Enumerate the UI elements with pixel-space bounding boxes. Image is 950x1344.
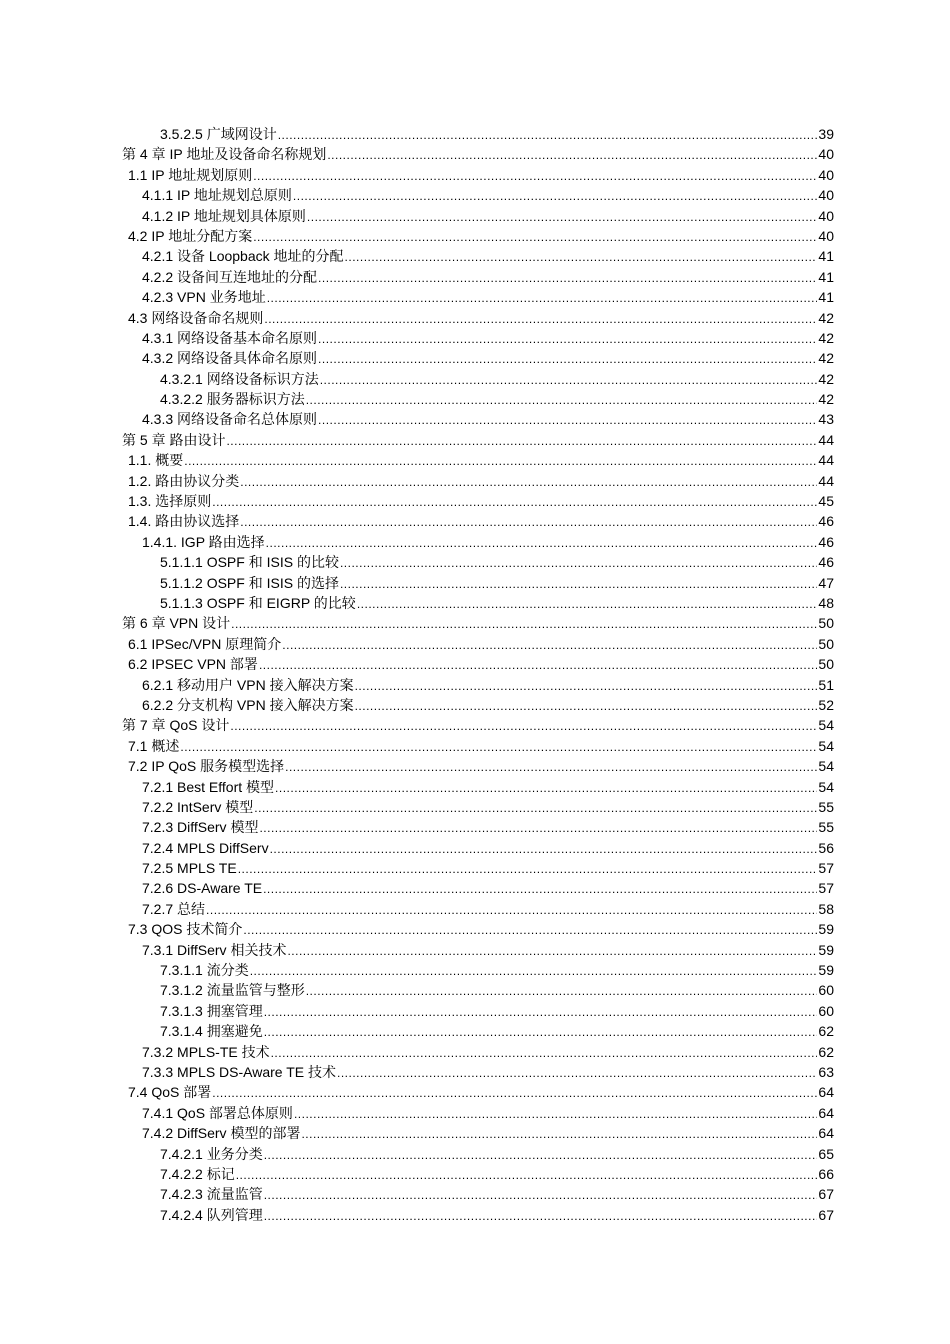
toc-entry[interactable] — [128, 511, 834, 531]
toc-entry[interactable] — [160, 960, 834, 980]
toc-entry[interactable] — [160, 593, 834, 613]
toc-entry-title: 6.2.2 分支机构 VPN 接入解决方案 — [142, 696, 354, 713]
toc-entry-page-number: 59 — [818, 921, 834, 938]
toc-entry-title: 6.2.1 移动用户 VPN 接入解决方案 — [142, 676, 354, 693]
toc-entry-page-number: 59 — [818, 962, 834, 979]
toc-entry-title: 4.1.1 IP 地址规划总原则 — [142, 187, 292, 204]
toc-entry[interactable] — [142, 858, 834, 878]
toc-entry[interactable] — [160, 1184, 834, 1204]
toc-entry[interactable] — [142, 348, 834, 368]
toc-dot-leader — [264, 1145, 818, 1165]
toc-dot-leader — [294, 1104, 817, 1124]
toc-entry-title: 4.3.1 网络设备基本命名原则 — [142, 329, 318, 346]
toc-entry[interactable] — [142, 695, 834, 715]
toc-entry[interactable] — [128, 654, 834, 674]
toc-entry-title: 5.1.1.3 OSPF 和 EIGRP 的比较 — [160, 594, 356, 611]
toc-entry-page-number: 54 — [818, 778, 834, 795]
toc-entry-page-number: 65 — [818, 1145, 834, 1162]
toc-dot-leader — [264, 1002, 818, 1022]
toc-dot-leader — [259, 655, 817, 675]
toc-entry-page-number: 51 — [818, 676, 834, 693]
toc-entry-page-number: 64 — [818, 1104, 834, 1121]
toc-dot-leader — [264, 309, 817, 329]
toc-dot-leader — [318, 329, 817, 349]
toc-entry-page-number: 50 — [818, 656, 834, 673]
toc-entry[interactable] — [142, 246, 834, 266]
toc-entry[interactable] — [142, 817, 834, 837]
toc-entry-page-number: 57 — [818, 880, 834, 897]
toc-entry-page-number: 46 — [818, 554, 834, 571]
toc-entry-page-number: 42 — [818, 350, 834, 367]
toc-entry-title: 4.3.2.2 服务器标识方法 — [160, 391, 305, 408]
toc-entry-title: 7.2.3 DiffServ 模型 — [142, 819, 259, 836]
toc-entry-title: 7.2.5 MPLS TE — [142, 860, 237, 877]
toc-entry-title: 第 6 章 VPN 设计 — [122, 615, 231, 632]
toc-entry[interactable] — [142, 777, 834, 797]
toc-dot-leader — [337, 1063, 817, 1083]
toc-entry-page-number: 42 — [818, 329, 834, 346]
toc-entry-page-number: 41 — [818, 248, 834, 265]
toc-entry-page-number: 56 — [818, 839, 834, 856]
toc-entry-title: 第 4 章 IP 地址及设备命名称规划 — [122, 146, 327, 163]
toc-entry-title: 7.3.3 MPLS DS-Aware TE 技术 — [142, 1063, 336, 1080]
toc-entry-page-number: 41 — [818, 268, 834, 285]
toc-entry-page-number: 42 — [818, 309, 834, 326]
toc-dot-leader — [180, 737, 817, 757]
toc-dot-leader — [250, 961, 818, 981]
toc-entry[interactable] — [142, 1042, 834, 1062]
toc-entry[interactable] — [160, 389, 834, 409]
toc-entry[interactable] — [142, 1103, 834, 1123]
toc-dot-leader — [254, 798, 817, 818]
toc-dot-leader — [253, 166, 817, 186]
toc-dot-leader — [238, 859, 818, 879]
toc-entry[interactable] — [160, 369, 834, 389]
toc-dot-leader — [278, 125, 818, 145]
toc-entry[interactable] — [160, 573, 834, 593]
toc-entry-title: 7.3 QOS 技术简介 — [128, 921, 243, 938]
toc-entry-title: 1.4.1. IGP 路由选择 — [142, 533, 265, 550]
toc-entry[interactable] — [160, 552, 834, 572]
toc-entry[interactable] — [142, 532, 834, 552]
toc-entry-page-number: 54 — [818, 717, 834, 734]
toc-entry-page-number: 62 — [818, 1043, 834, 1060]
toc-dot-leader — [306, 981, 818, 1001]
toc-entry-title: 4.2.3 VPN 业务地址 — [142, 289, 266, 306]
toc-dot-leader — [264, 1206, 818, 1226]
toc-dot-leader — [340, 574, 817, 594]
toc-entry-page-number: 59 — [818, 941, 834, 958]
toc-entry-page-number: 44 — [818, 472, 834, 489]
toc-entry-title: 1.4. 路由协议选择 — [128, 513, 240, 530]
toc-entry-page-number: 60 — [818, 1002, 834, 1019]
toc-entry[interactable] — [128, 736, 834, 756]
toc-entry[interactable] — [128, 919, 834, 939]
toc-entry-page-number: 47 — [818, 574, 834, 591]
toc-entry[interactable] — [160, 1144, 834, 1164]
toc-entry-page-number: 40 — [818, 207, 834, 224]
toc-entry-title: 7.4.2 DiffServ 模型的部署 — [142, 1125, 301, 1142]
toc-entry[interactable] — [142, 899, 834, 919]
toc-entry-page-number: 39 — [818, 126, 834, 142]
toc-entry-title: 1.3. 选择原则 — [128, 493, 212, 510]
toc-dot-leader — [259, 818, 817, 838]
toc-dot-leader — [318, 410, 817, 430]
toc-entry-title: 7.3.1.4 拥塞避免 — [160, 1023, 263, 1040]
toc-dot-leader — [306, 390, 818, 410]
toc-dot-leader — [206, 900, 817, 920]
toc-entry[interactable] — [142, 1062, 834, 1082]
toc-entry-page-number: 55 — [818, 798, 834, 815]
toc-entry-title: 7.3.1.3 拥塞管理 — [160, 1002, 263, 1019]
toc-entry-page-number: 63 — [818, 1063, 834, 1080]
toc-entry[interactable] — [122, 715, 834, 735]
toc-entry-page-number: 45 — [818, 493, 834, 510]
toc-entry[interactable] — [142, 1123, 834, 1143]
toc-entry[interactable] — [122, 144, 834, 164]
toc-entry-page-number: 54 — [818, 758, 834, 775]
toc-entry-title: 7.2 IP QoS 服务模型选择 — [128, 758, 285, 775]
toc-dot-leader — [243, 920, 817, 940]
toc-entry-page-number: 41 — [818, 289, 834, 306]
toc-entry-title: 7.4.2.3 流量监管 — [160, 1186, 263, 1203]
toc-entry-title: 7.4.2.1 业务分类 — [160, 1145, 263, 1162]
toc-entry-page-number: 44 — [818, 452, 834, 469]
toc-entry[interactable] — [160, 124, 834, 144]
toc-entry[interactable] — [128, 226, 834, 246]
toc-entry[interactable] — [142, 675, 834, 695]
toc-entry-title: 4.2.1 设备 Loopback 地址的分配 — [142, 248, 344, 265]
toc-entry-page-number: 62 — [818, 1023, 834, 1040]
toc-dot-leader — [236, 1165, 818, 1185]
toc-entry-title: 7.2.4 MPLS DiffServ — [142, 839, 269, 856]
toc-entry-title: 4.2.2 设备间互连地址的分配 — [142, 268, 318, 285]
toc-entry[interactable] — [142, 185, 834, 205]
toc-entry-page-number: 67 — [818, 1186, 834, 1203]
toc-dot-leader — [263, 879, 817, 899]
toc-entry[interactable] — [128, 471, 834, 491]
toc-dot-leader — [184, 451, 817, 471]
toc-entry[interactable] — [142, 838, 834, 858]
toc-entry-title: 7.2.6 DS-Aware TE — [142, 880, 263, 897]
toc-entry-page-number: 40 — [818, 166, 834, 183]
toc-entry-page-number: 57 — [818, 860, 834, 877]
toc-dot-leader — [355, 676, 818, 696]
table-of-contents — [0, 124, 950, 1225]
toc-entry-page-number: 44 — [818, 431, 834, 448]
toc-entry[interactable] — [128, 491, 834, 511]
toc-entry-page-number: 64 — [818, 1125, 834, 1142]
toc-entry-page-number: 40 — [818, 187, 834, 204]
toc-entry-title: 1.1. 概要 — [128, 452, 184, 469]
toc-entry-title: 第 7 章 QoS 设计 — [122, 717, 230, 734]
toc-dot-leader — [264, 1185, 818, 1205]
toc-entry[interactable] — [128, 308, 834, 328]
toc-entry[interactable] — [122, 430, 834, 450]
toc-entry-page-number: 48 — [818, 594, 834, 611]
toc-entry[interactable] — [142, 797, 834, 817]
toc-entry-title: 1.1 IP 地址规划原则 — [128, 166, 253, 183]
toc-dot-leader — [264, 1022, 818, 1042]
toc-dot-leader — [285, 757, 817, 777]
toc-entry[interactable] — [142, 328, 834, 348]
toc-dot-leader — [287, 941, 817, 961]
toc-entry[interactable] — [160, 1021, 834, 1041]
toc-dot-leader — [267, 288, 818, 308]
toc-entry[interactable] — [160, 1164, 834, 1184]
toc-entry-page-number: 42 — [818, 391, 834, 408]
toc-entry-title: 7.4 QoS 部署 — [128, 1084, 212, 1101]
toc-entry-title: 5.1.1.1 OSPF 和 ISIS 的比较 — [160, 554, 339, 571]
toc-entry-page-number: 67 — [818, 1206, 834, 1223]
toc-entry-title: 4.3.2.1 网络设备标识方法 — [160, 370, 319, 387]
toc-entry-page-number: 55 — [818, 819, 834, 836]
toc-entry-title: 7.3.2 MPLS-TE 技术 — [142, 1043, 270, 1060]
toc-entry-page-number: 46 — [818, 513, 834, 530]
toc-entry-title: 7.3.1 DiffServ 相关技术 — [142, 941, 287, 958]
toc-entry-title: 6.2 IPSEC VPN 部署 — [128, 656, 258, 673]
toc-entry-title: 3.5.2.5 广域网设计 — [160, 126, 277, 142]
toc-entry[interactable] — [128, 165, 834, 185]
toc-entry-page-number: 60 — [818, 982, 834, 999]
toc-dot-leader — [355, 696, 818, 716]
toc-dot-leader — [293, 186, 818, 206]
toc-entry[interactable] — [128, 634, 834, 654]
toc-entry-page-number: 40 — [818, 227, 834, 244]
toc-entry-title: 6.1 IPSec/VPN 原理简介 — [128, 635, 282, 652]
toc-entry-page-number: 66 — [818, 1165, 834, 1182]
toc-entry-title: 7.3.1.2 流量监管与整形 — [160, 982, 305, 999]
toc-entry[interactable] — [160, 1205, 834, 1225]
toc-entry-title: 5.1.1.2 OSPF 和 ISIS 的选择 — [160, 574, 339, 591]
toc-dot-leader — [357, 594, 818, 614]
toc-entry-title: 4.3.2 网络设备具体命名原则 — [142, 350, 318, 367]
toc-entry-page-number: 42 — [818, 370, 834, 387]
toc-entry-title: 7.3.1.1 流分类 — [160, 962, 249, 979]
toc-entry[interactable] — [142, 206, 834, 226]
toc-dot-leader — [266, 533, 818, 553]
toc-dot-leader — [318, 349, 817, 369]
toc-dot-leader — [282, 635, 817, 655]
toc-dot-leader — [270, 839, 818, 859]
toc-entry-title: 4.3 网络设备命名规则 — [128, 309, 264, 326]
toc-dot-leader — [212, 1083, 817, 1103]
toc-dot-leader — [226, 431, 817, 451]
toc-entry-title: 7.4.1 QoS 部署总体原则 — [142, 1104, 293, 1121]
toc-entry-title: 7.2.2 IntServ 模型 — [142, 798, 254, 815]
toc-dot-leader — [253, 227, 817, 247]
toc-entry[interactable] — [122, 613, 834, 633]
toc-entry-title: 4.1.2 IP 地址规划具体原则 — [142, 207, 306, 224]
toc-dot-leader — [340, 553, 817, 573]
toc-dot-leader — [301, 1124, 817, 1144]
toc-dot-leader — [240, 472, 817, 492]
toc-entry-page-number: 40 — [818, 146, 834, 163]
toc-entry-page-number: 64 — [818, 1084, 834, 1101]
toc-entry[interactable] — [160, 1001, 834, 1021]
toc-dot-leader — [212, 492, 817, 512]
toc-dot-leader — [345, 247, 818, 267]
toc-entry-title: 7.2.7 总结 — [142, 900, 206, 917]
toc-entry-page-number: 54 — [818, 737, 834, 754]
toc-entry-title: 第 5 章 路由设计 — [122, 431, 226, 448]
toc-entry-page-number: 58 — [818, 900, 834, 917]
toc-entry[interactable] — [128, 450, 834, 470]
toc-entry[interactable] — [160, 980, 834, 1000]
toc-entry[interactable] — [142, 878, 834, 898]
toc-entry-title: 7.1 概述 — [128, 737, 180, 754]
toc-entry-page-number: 52 — [818, 696, 834, 713]
toc-entry-page-number: 43 — [818, 411, 834, 428]
toc-dot-leader — [240, 512, 817, 532]
toc-entry-page-number: 50 — [818, 615, 834, 632]
toc-entry-title: 7.2.1 Best Effort 模型 — [142, 778, 275, 795]
toc-dot-leader — [327, 145, 817, 165]
toc-entry[interactable] — [142, 409, 834, 429]
toc-entry-title: 1.2. 路由协议分类 — [128, 472, 240, 489]
toc-dot-leader — [320, 370, 818, 390]
toc-dot-leader — [318, 268, 817, 288]
toc-entry-title: 7.4.2.4 队列管理 — [160, 1206, 263, 1223]
toc-entry-title: 4.3.3 网络设备命名总体原则 — [142, 411, 318, 428]
toc-entry-page-number: 50 — [818, 635, 834, 652]
toc-dot-leader — [275, 778, 817, 798]
toc-dot-leader — [307, 207, 818, 227]
toc-entry[interactable] — [142, 940, 834, 960]
toc-entry[interactable] — [128, 756, 834, 776]
toc-entry[interactable] — [142, 287, 834, 307]
toc-entry-title: 7.4.2.2 标记 — [160, 1165, 235, 1182]
toc-entry[interactable] — [128, 1082, 834, 1102]
toc-dot-leader — [271, 1043, 818, 1063]
toc-dot-leader — [230, 716, 817, 736]
toc-entry-title: 4.2 IP 地址分配方案 — [128, 227, 253, 244]
toc-entry-page-number: 46 — [818, 533, 834, 550]
toc-entry[interactable] — [142, 267, 834, 287]
toc-dot-leader — [231, 614, 817, 634]
